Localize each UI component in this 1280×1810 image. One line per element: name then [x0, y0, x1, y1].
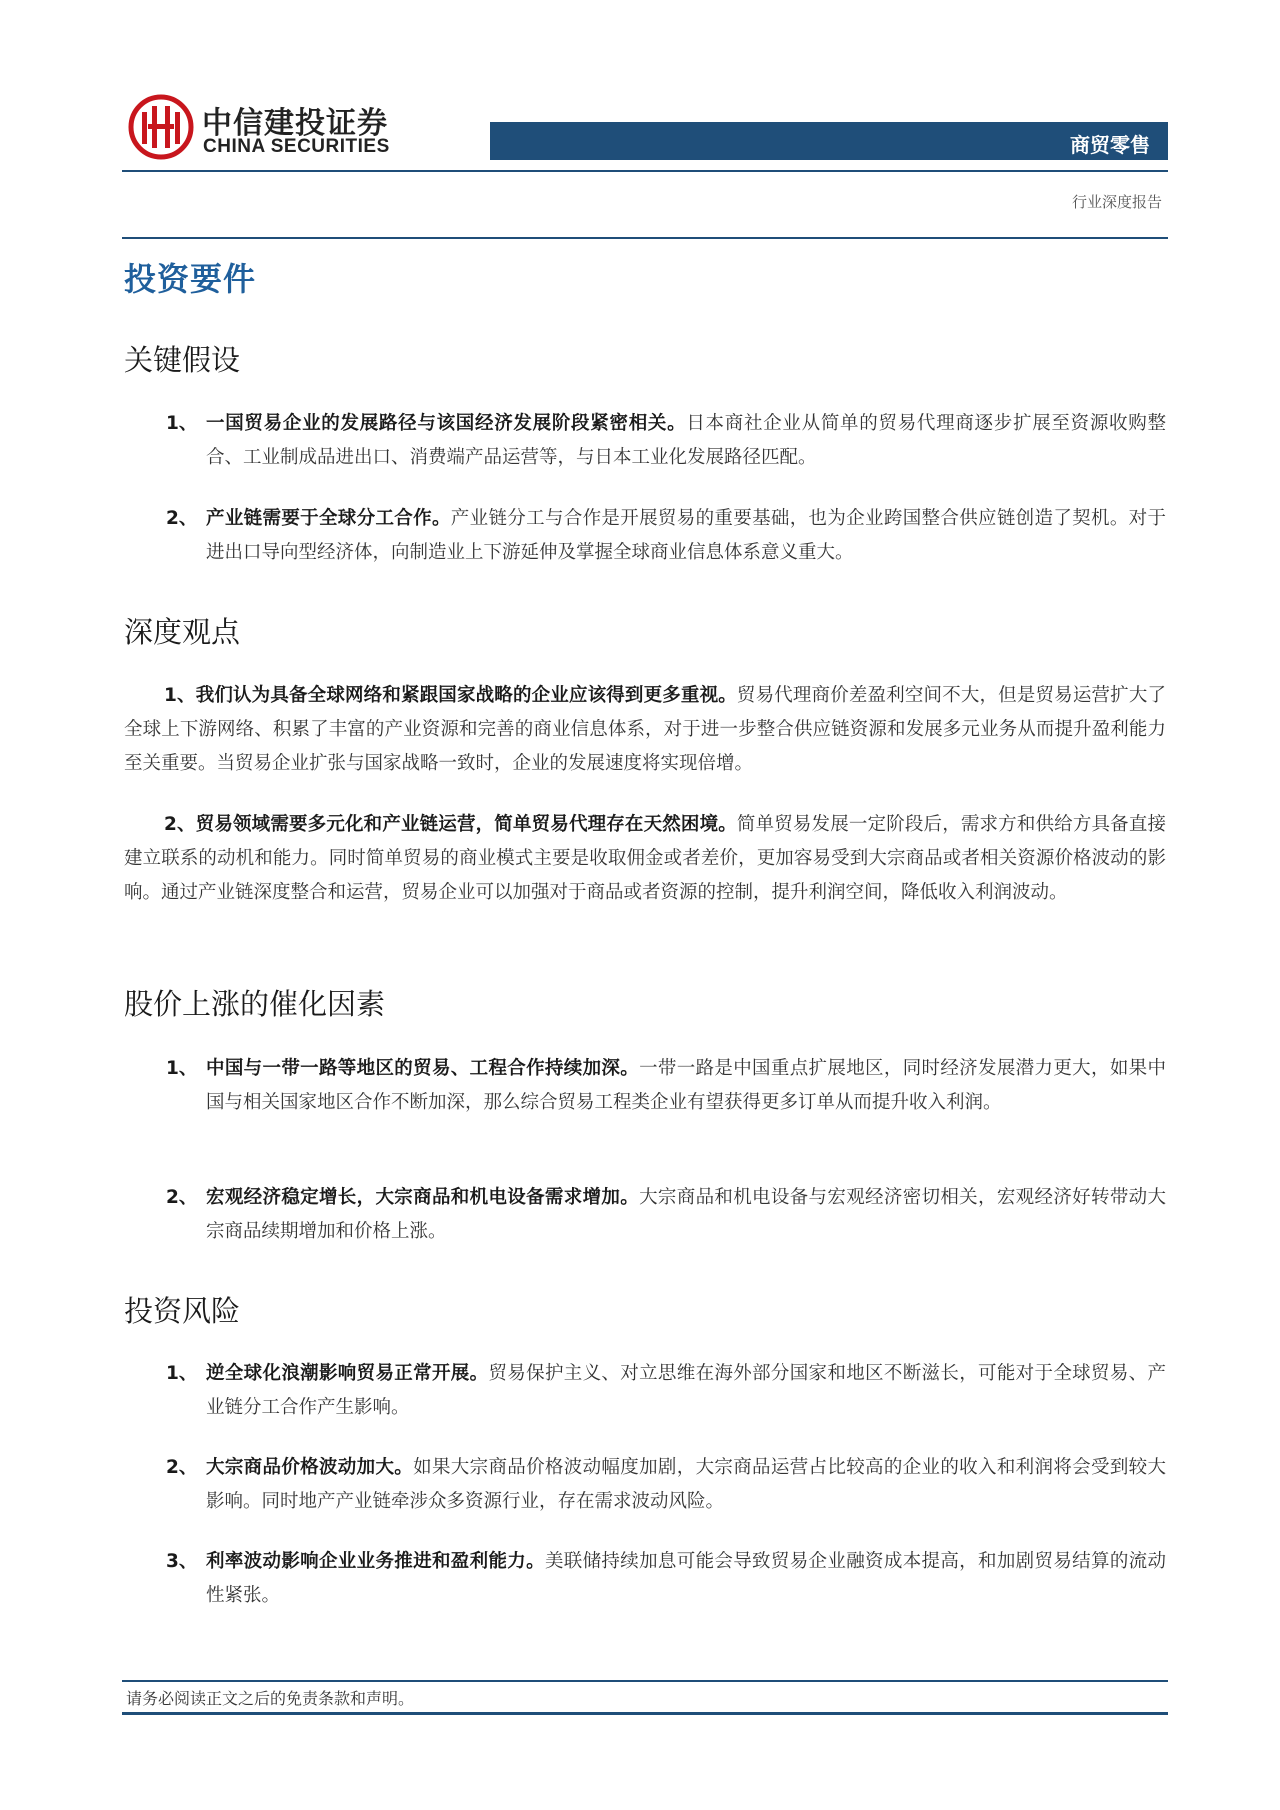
item-number: 3、: [166, 1551, 198, 1572]
item-text: 产业链分工与合作是开展贸易的重要基础，也为企业跨国整合供应链创造了契机。对于进出口导向型经济体，向制造业上下游延伸及掌握全球商业信息体系意义重大。: [206, 508, 1166, 563]
item-body: [206, 502, 1166, 570]
item-number: 2、: [166, 508, 198, 529]
item-lead: 宏观经济稳定增长，大宗商品和机电设备需求增加。: [206, 1187, 640, 1208]
sector-banner: [490, 122, 1168, 160]
item-lead: 利率波动影响企业业务推进和盈利能力。: [206, 1551, 545, 1572]
item-body: [206, 1052, 1166, 1120]
item-body: [206, 1181, 1166, 1249]
item-number: 1、: [166, 1363, 198, 1384]
item-lead: 逆全球化浪潮影响贸易正常开展。: [206, 1363, 489, 1384]
item-text: 日本商社企业从简单的贸易代理商逐步扩展至资源收购整合、工业制成品进出口、消费端产品运营等，与日本工业化发展路径匹配。: [206, 413, 1166, 468]
logo-chinese-name: 中信建投证券: [202, 106, 388, 141]
disclaimer-note: 请务必阅读正文之后的免责条款和声明。: [126, 1689, 415, 1708]
item-lead: 产业链需要于全球分工合作。: [206, 508, 451, 529]
item-text: 一带一路是中国重点扩展地区，同时经济发展潜力更大，如果中国与相关国家地区合作不断加深，那么综合贸易工程类企业有望获得更多订单从而提升收入利润。: [206, 1058, 1166, 1113]
key-assumptions-heading: 关键假设: [124, 343, 241, 377]
item-body: [206, 407, 1166, 475]
item-lead: 一国贸易企业的发展路径与该国经济发展阶段紧密相关。: [206, 413, 687, 434]
paragraph-lead: 1、我们认为具备全球网络和紧跟国家战略的企业应该得到更多重视。: [164, 685, 737, 706]
investment-risks-heading: 投资风险: [124, 1294, 241, 1328]
report-type-label: 行业深度报告: [1071, 193, 1162, 211]
header-divider-secondary: [122, 237, 1168, 239]
catalyst-item: [166, 1052, 1166, 1120]
risk-item: [166, 1451, 1166, 1519]
item-number: 2、: [166, 1457, 198, 1478]
company-logo: [128, 94, 408, 166]
china-securities-emblem-icon: [128, 94, 194, 160]
key-assumption-item: [166, 407, 1166, 475]
item-body: [206, 1357, 1166, 1425]
item-number: 1、: [166, 413, 198, 434]
item-number: 1、: [166, 1058, 198, 1079]
risk-item: [166, 1357, 1166, 1425]
catalyst-item: [166, 1181, 1166, 1249]
item-body: [206, 1451, 1166, 1519]
paragraph-text: 简单贸易发展一定阶段后，需求方和供给方具备直接建立联系的动机和能力。同时简单贸易的商业模式主要是收取佣金或者差价，更加容易受到大宗商品或者相关资源价格波动的影响。通过产业链深度整合和运营，贸易企业可以加强对于商品或者资源的控制，提升利润空间，降低收入利润波动。: [124, 814, 1166, 903]
in-depth-view-paragraph: [124, 679, 1166, 781]
item-lead: 大宗商品价格波动加大。: [206, 1457, 414, 1478]
sector-label: 商贸零售: [1070, 133, 1150, 157]
item-text: 如果大宗商品价格波动幅度加剧，大宗商品运营占比较高的企业的收入和利润将会受到较大影响。同时地产产业链牵涉众多资源行业，存在需求波动风险。: [206, 1457, 1166, 1512]
logo-english-name: CHINA SECURITIES: [203, 136, 390, 157]
in-depth-view-paragraph: [124, 808, 1166, 910]
paragraph-text: 贸易代理商价差盈利空间不大，但是贸易运营扩大了全球上下游网络、积累了丰富的产业资源和完善的商业信息体系，对于进一步整合供应链资源和发展多元业务从而提升盈利能力至关重要。当贸易企业扩张与国家战略一致时，企业的发展速度将实现倍增。: [124, 685, 1166, 774]
header-divider: [122, 170, 1168, 172]
item-text: 贸易保护主义、对立思维在海外部分国家和地区不断滋长，可能对于全球贸易、产业链分工合作产生影响。: [206, 1363, 1166, 1418]
item-lead: 中国与一带一路等地区的贸易、工程合作持续加深。: [206, 1058, 640, 1079]
in-depth-views-heading: 深度观点: [124, 615, 241, 649]
footer-divider: [122, 1680, 1168, 1682]
item-number: 2、: [166, 1187, 198, 1208]
item-body: [206, 1545, 1166, 1613]
key-assumption-item: [166, 502, 1166, 570]
catalysts-heading: 股价上涨的催化因素: [124, 987, 386, 1021]
item-text: 大宗商品和机电设备与宏观经济密切相关，宏观经济好转带动大宗商品续期增加和价格上涨。: [206, 1187, 1166, 1242]
footer-divider-bottom: [122, 1712, 1168, 1715]
risk-item: [166, 1545, 1166, 1613]
section-title: 投资要件: [124, 260, 257, 298]
item-text: 美联储持续加息可能会导致贸易企业融资成本提高，和加剧贸易结算的流动性紧张。: [206, 1551, 1166, 1606]
paragraph-lead: 2、贸易领域需要多元化和产业链运营，简单贸易代理存在天然困境。: [164, 814, 737, 835]
